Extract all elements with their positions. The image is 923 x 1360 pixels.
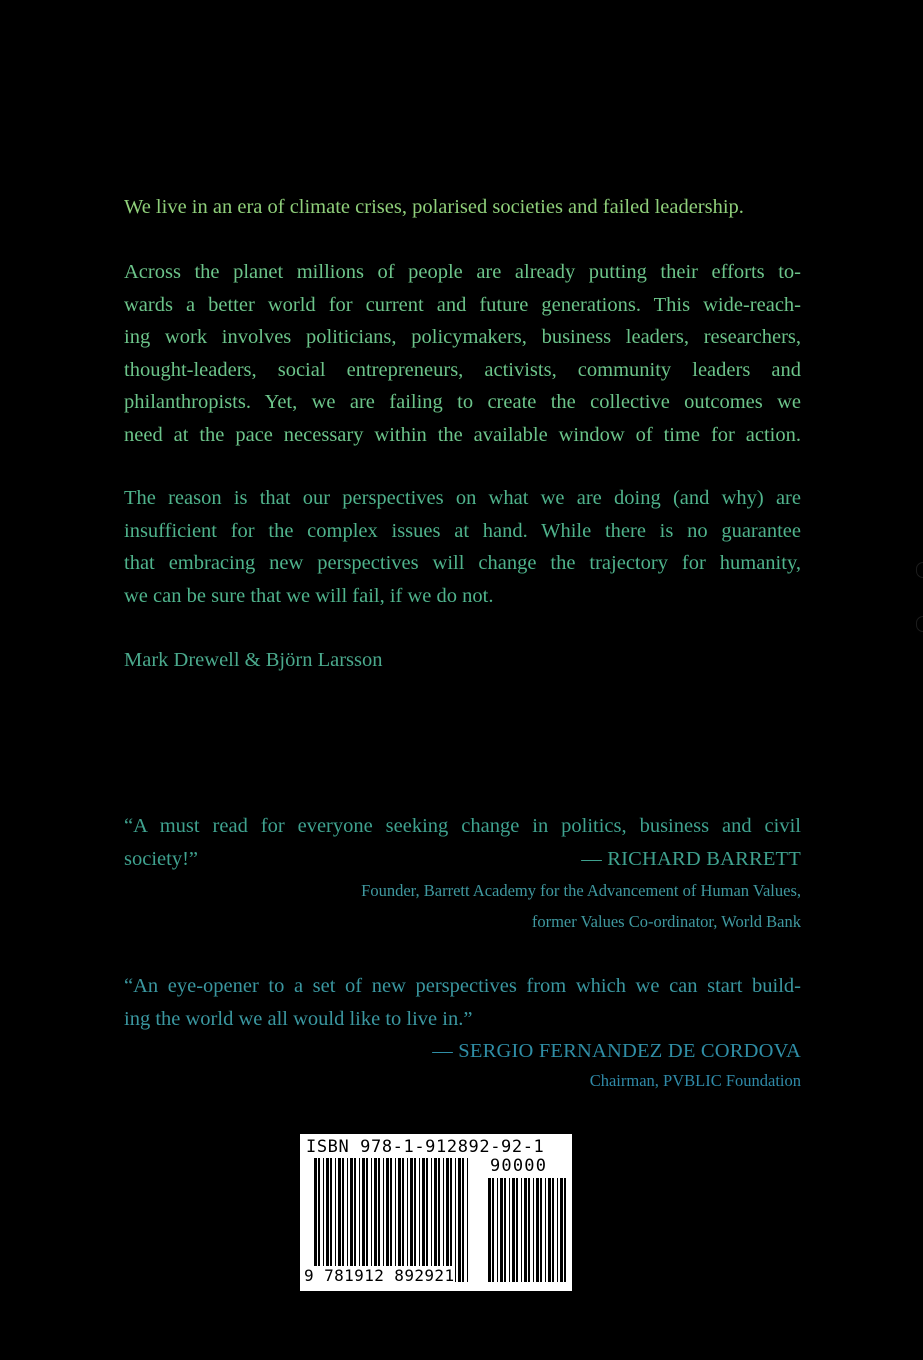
barcode-bar bbox=[500, 1178, 503, 1282]
barcode-bar bbox=[347, 1158, 348, 1282]
edge-mark bbox=[916, 616, 923, 632]
barcode-bar bbox=[398, 1158, 401, 1282]
barcode-bar bbox=[533, 1178, 534, 1282]
barcode-bar bbox=[516, 1178, 518, 1282]
barcode-bar bbox=[314, 1158, 317, 1282]
barcode-bar bbox=[431, 1158, 432, 1282]
quote-line: ing the world we all would like to live in.” bbox=[124, 1007, 473, 1030]
barcode-bar bbox=[326, 1158, 329, 1282]
barcode-bar bbox=[402, 1158, 404, 1282]
barcode-bar bbox=[458, 1158, 461, 1282]
barcode-bar bbox=[410, 1158, 413, 1282]
quote-line: “A must read for everyone seeking change in politics, business and civil bbox=[124, 815, 801, 837]
endorsement-role: former Values Co-ordinator, World Bank bbox=[531, 912, 801, 931]
paragraph-line: thought-leaders, social entrepreneurs, activists, community leaders and bbox=[124, 358, 801, 381]
barcode-bar bbox=[434, 1158, 437, 1282]
paragraph-line: ing work involves politicians, policymakers, business leaders, researchers, bbox=[124, 326, 801, 348]
endorsement-role: Chairman, PVBLIC Foundation bbox=[589, 1070, 801, 1090]
paragraph-line: The reason is that our perspectives on what we are doing (and why) are bbox=[124, 487, 801, 509]
barcode-bar bbox=[390, 1158, 392, 1282]
barcode-bar bbox=[378, 1158, 380, 1282]
barcode-bar bbox=[455, 1158, 456, 1282]
barcode-bar bbox=[528, 1178, 530, 1282]
barcode-bar bbox=[342, 1158, 344, 1282]
endorsement-author: — RICHARD BARRETT bbox=[581, 847, 801, 870]
barcode-bar bbox=[560, 1178, 563, 1282]
barcode-bar bbox=[419, 1158, 420, 1282]
edge-mark bbox=[916, 562, 923, 578]
barcode-bar bbox=[504, 1178, 506, 1282]
barcode-bar bbox=[545, 1178, 546, 1282]
barcode-bar bbox=[548, 1178, 551, 1282]
ean-digits: 9 781912 892921 bbox=[304, 1266, 455, 1285]
paragraph-line: insufficient for the complex issues at hand. While there is no guarantee bbox=[124, 519, 801, 542]
barcode-bar bbox=[362, 1158, 365, 1282]
barcode-bar bbox=[488, 1178, 491, 1282]
blurb-intro-text: We live in an era of climate crises, polarised societies and failed leadership. bbox=[124, 196, 744, 218]
barcode-bar bbox=[557, 1178, 558, 1282]
quote-line: “An eye-opener to a set of new perspectives from which we can start build- bbox=[124, 975, 801, 997]
paragraph-line: need at the pace necessary within the available window of time for action. bbox=[124, 423, 801, 446]
barcode-bar bbox=[338, 1158, 341, 1282]
blurb-paragraph-2 bbox=[124, 256, 801, 451]
barcode-bar bbox=[512, 1178, 515, 1282]
barcode-bar bbox=[438, 1158, 440, 1282]
barcode-bar bbox=[335, 1158, 336, 1282]
barcode-bar bbox=[564, 1178, 566, 1282]
barcode-bar bbox=[536, 1178, 539, 1282]
blurb-intro bbox=[124, 191, 801, 224]
paragraph-line: philanthropists. Yet, we are failing to create the collective outcomes we bbox=[124, 391, 801, 413]
barcode-bar bbox=[350, 1158, 353, 1282]
barcode-bar bbox=[383, 1158, 384, 1282]
barcode-bar bbox=[371, 1158, 372, 1282]
paragraph-line: that embracing new perspectives will change the trajectory for humanity, bbox=[124, 552, 801, 574]
barcode-bar bbox=[395, 1158, 396, 1282]
endorsement-role: Founder, Barrett Academy for the Advancement of Human Values, bbox=[361, 881, 801, 900]
blurb-signature bbox=[124, 644, 801, 677]
barcode-bar bbox=[330, 1158, 332, 1282]
barcode-bar bbox=[422, 1158, 425, 1282]
barcode-bar bbox=[450, 1158, 452, 1282]
endorsement-barrett bbox=[124, 810, 801, 937]
barcode-bar bbox=[467, 1158, 468, 1282]
barcode-bar bbox=[443, 1158, 444, 1282]
barcode-bar bbox=[354, 1158, 356, 1282]
barcode-bar bbox=[521, 1178, 522, 1282]
barcode-bar bbox=[414, 1158, 416, 1282]
endorsement-author: — SERGIO FERNANDEZ DE CORDOVA bbox=[432, 1040, 801, 1062]
paragraph-line: Across the planet millions of people are already putting their efforts to- bbox=[124, 261, 801, 283]
quote-line: society!” bbox=[124, 847, 198, 870]
price-code: 90000 bbox=[490, 1156, 548, 1176]
barcode-bar bbox=[462, 1158, 464, 1282]
barcode-bar bbox=[509, 1178, 510, 1282]
barcode-bar bbox=[426, 1158, 428, 1282]
barcode-bar bbox=[374, 1158, 377, 1282]
barcode-bar bbox=[323, 1158, 324, 1282]
quote-row bbox=[124, 843, 801, 876]
barcode-bar bbox=[552, 1178, 554, 1282]
paragraph-line: wards a better world for current and future generations. This wide-reach- bbox=[124, 293, 801, 316]
isbn-label: ISBN 978-1-912892-92-1 bbox=[306, 1137, 545, 1157]
barcode-bar bbox=[366, 1158, 368, 1282]
barcode-bar bbox=[407, 1158, 408, 1282]
barcode-bar bbox=[446, 1158, 449, 1282]
barcode-bar bbox=[492, 1178, 494, 1282]
barcode-bar bbox=[386, 1158, 389, 1282]
barcode-bar bbox=[359, 1158, 360, 1282]
endorsement-fernandez bbox=[124, 970, 801, 1094]
barcode-bar bbox=[524, 1178, 527, 1282]
barcode-bar bbox=[318, 1158, 320, 1282]
barcode-bar bbox=[497, 1178, 498, 1282]
blurb-paragraph-3 bbox=[124, 482, 801, 612]
signature-text: Mark Drewell & Björn Larsson bbox=[124, 649, 383, 671]
paragraph-line: we can be sure that we will fail, if we do not. bbox=[124, 584, 494, 607]
isbn-barcode bbox=[300, 1134, 572, 1291]
barcode-bar bbox=[540, 1178, 542, 1282]
